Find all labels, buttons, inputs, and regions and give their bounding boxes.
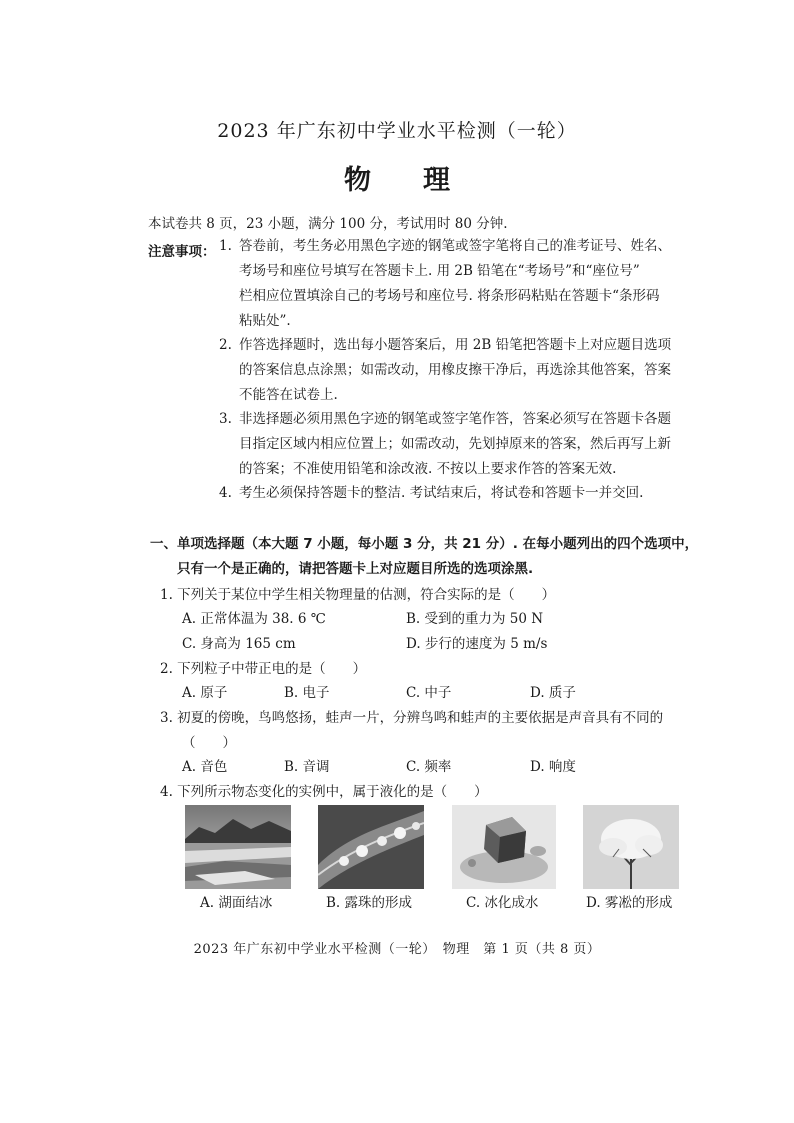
notice-line: 非选择题必须用黑色字迹的钢笔或签字笔作答，答案必须写在答题卡各题 [239, 411, 671, 427]
notice-num: 4. [219, 485, 232, 501]
question-1-stem: 1. 下列关于某位中学生相关物理量的估测，符合实际的是（ ） [160, 587, 556, 603]
question-3-stem: 3. 初夏的傍晚，鸟鸣悠扬，蛙声一片，分辨鸟鸣和蛙声的主要依据是声音具有不同的 [160, 710, 664, 726]
question-3-answer-bracket: （ ） [182, 735, 236, 751]
question-4-stem: 4. 下列所示物态变化的实例中，属于液化的是（ ） [160, 784, 488, 800]
question-2-stem: 2. 下列粒子中带正电的是（ ） [160, 661, 367, 677]
notice-item-4 [219, 481, 699, 506]
subject-char-1: 物 [344, 165, 371, 196]
notice-line: 考生必须保持答题卡的整洁. 考试结束后，将试卷和答题卡一并交回. [239, 485, 644, 501]
question-3-option-b: B. 音调 [284, 759, 330, 775]
notice-num: 3. [219, 411, 232, 427]
question-1-option-d: D. 步行的速度为 5 m/s [406, 636, 548, 652]
subject-title [0, 158, 794, 197]
question-3-option-a: A. 音色 [182, 759, 228, 775]
notice-line: 目指定区域内相应位置上；如需改动，先划掉原来的答案，然后再写上新 [239, 436, 671, 452]
photo-frozen-lake [185, 805, 291, 889]
notice-line: 答卷前，考生务必用黑色字迹的钢笔或签字笔将自己的准考证号、姓名、 [239, 238, 671, 254]
photo-caption-b: B. 露珠的形成 [326, 895, 413, 911]
notice-num: 2. [219, 337, 232, 353]
section-heading-line-2: 只有一个是正确的，请把答题卡上对应题目所选的选项涂黑. [177, 561, 534, 577]
notice-line: 的答案信息点涂黑；如需改动，用橡皮擦干净后，再选涂其他答案，答案 [239, 362, 671, 378]
photo-dew-drops [318, 805, 424, 889]
page-footer: 2023 年广东初中学业水平检测（一轮） 物理 第 1 页（共 8 页） [193, 942, 601, 957]
question-2-option-b: B. 电子 [284, 685, 330, 701]
exam-intro: 本试卷共 8 页，23 小题，满分 100 分，考试用时 80 分钟. [148, 216, 508, 232]
photo-melting-ice [452, 805, 556, 889]
photo-caption-a: A. 湖面结冰 [200, 895, 273, 911]
exam-title: 2023 年广东初中学业水平检测（一轮） [217, 120, 577, 142]
notice-item-1 [219, 234, 699, 334]
section-heading-line-1: 一、单项选择题（本大题 7 小题，每小题 3 分，共 21 分）. 在每小题列出的四个选项中， [150, 536, 699, 552]
question-3-option-d: D. 响度 [530, 759, 576, 775]
notice-item-2 [219, 333, 699, 408]
notice-label: 注意事项： [148, 244, 216, 260]
question-1-option-b: B. 受到的重力为 50 N [406, 611, 544, 627]
notice-line: 不能答在试卷上. [239, 387, 338, 403]
notice-line: 考场号和座位号填写在答题卡上. 用 2B 铅笔在“考场号”和“座位号” [239, 263, 640, 279]
question-1-option-c: C. 身高为 165 cm [182, 636, 296, 652]
question-2-option-a: A. 原子 [182, 685, 228, 701]
question-1-option-a: A. 正常体温为 38. 6 ℃ [182, 611, 326, 627]
notice-line: 作答选择题时，选出每小题答案后，用 2B 铅笔把答题卡上对应题目选项 [239, 337, 672, 353]
notice-line: 的答案；不准使用铅笔和涂改液. 不按以上要求作答的答案无效. [239, 461, 617, 477]
notice-line: 栏相应位置填涂自己的考场号和座位号. 将条形码粘贴在答题卡“条形码 [239, 288, 660, 304]
notice-line: 粘贴处”. [239, 313, 291, 329]
photo-caption-c: C. 冰化成水 [466, 895, 539, 911]
notice-num: 1. [219, 238, 232, 254]
question-2-option-d: D. 质子 [530, 685, 576, 701]
question-2-option-c: C. 中子 [406, 685, 452, 701]
photo-caption-d: D. 雾凇的形成 [586, 895, 673, 911]
photo-rime-frost [583, 805, 679, 889]
notice-item-3 [219, 407, 699, 482]
subject-char-2: 理 [423, 165, 450, 196]
question-3-option-c: C. 频率 [406, 759, 452, 775]
